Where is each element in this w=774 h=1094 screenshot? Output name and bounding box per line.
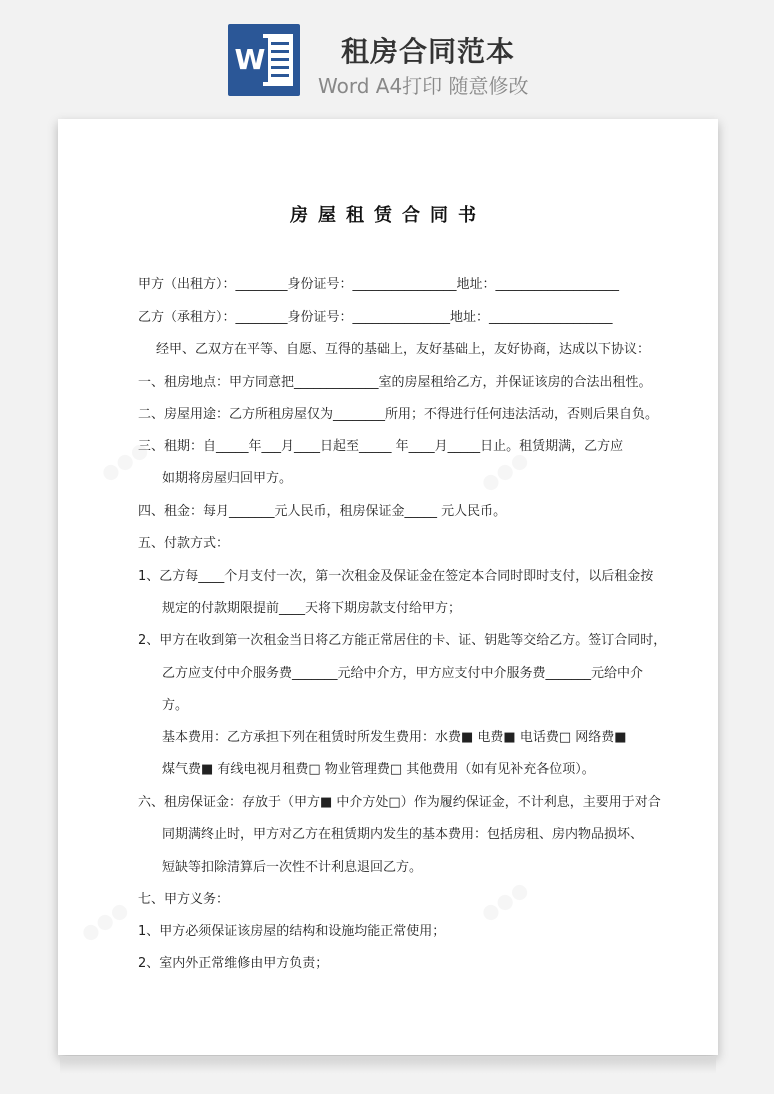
page-shadow	[60, 1056, 716, 1074]
payment-item-2-cont: 乙方应支付中介服务费_______元给中介方，甲方应支付中介服务费_______元给中介	[162, 666, 644, 681]
party-a-line: 甲方（出租方）：________身份证号：________________地址：___________________	[138, 277, 620, 292]
clause-rent: 四、租金：每月_______元人民币，租房保证金_____ 元人民币。	[138, 504, 507, 519]
word-icon-letter: W	[232, 38, 268, 82]
payment-item-2: 2、甲方在收到第一次租金当日将乙方能正常居住的卡、证、钥匙等交给乙方。签订合同时，	[138, 633, 667, 648]
basic-fees-line-cont: 煤气费■ 有线电视月租费□ 物业管理费□ 其他费用（如有见补充各位项）。	[162, 762, 595, 777]
landlord-duty-2: 2、室内外正常维修由甲方负责；	[138, 956, 329, 971]
landlord-duty-1: 1、甲方必须保证该房屋的结构和设施均能正常使用；	[138, 924, 446, 939]
header-banner	[0, 0, 774, 110]
clause-usage: 二、房屋用途：乙方所租房屋仅为________所用；不得进行任何违法活动，否则后果自负。	[138, 407, 659, 422]
banner-subtitle: Word A4打印 随意修改	[318, 74, 529, 98]
clause-payment-heading: 五、付款方式：	[138, 536, 230, 551]
payment-item-1: 1、乙方每____个月支付一次，第一次租金及保证金在签定本合同时即时支付，以后租金按	[138, 569, 654, 584]
clause-deposit-cont: 同期满终止时，甲方对乙方在租赁期内发生的基本费用：包括房租、房内物品损坏、	[162, 827, 644, 842]
watermark	[476, 876, 533, 926]
basic-fees-line: 基本费用：乙方承担下列在租赁时所发生费用：水费■ 电费■ 电话费□ 网络费■	[162, 730, 627, 745]
word-icon	[228, 24, 300, 96]
clause-landlord-duties: 七、甲方义务：	[138, 892, 230, 907]
clause-location: 一、租房地点：甲方同意把_____________室的房屋租给乙方，并保证该房的合法出租性。	[138, 375, 652, 390]
clause-deposit-end: 短缺等扣除清算后一次性不计利息退回乙方。	[162, 860, 423, 875]
watermark	[76, 896, 133, 946]
clause-deposit: 六、租房保证金：存放于（甲方■ 中介方处□）作为履约保证金，不计利息，主要用于对合	[138, 795, 661, 810]
banner-title: 租房合同范本	[340, 35, 515, 68]
party-b-line: 乙方（承租方）：________身份证号：_______________地址：___________________	[138, 310, 613, 325]
clause-term-cont: 如期将房屋归回甲方。	[162, 471, 293, 486]
payment-item-2-end: 方。	[162, 698, 189, 713]
clause-term: 三、租期：自_____年___月____日起至_____ 年____月_____日止。租赁期满，乙方应	[138, 439, 624, 454]
document-title: 房屋租赁合同书	[290, 205, 486, 226]
preamble-line: 经甲、乙双方在平等、自愿、互得的基础上，友好基础上，友好协商，达成以下协议：	[156, 342, 651, 357]
payment-item-1-cont: 规定的付款期限提前____天将下期房款支付给甲方；	[162, 601, 462, 616]
document-page	[58, 119, 718, 1055]
